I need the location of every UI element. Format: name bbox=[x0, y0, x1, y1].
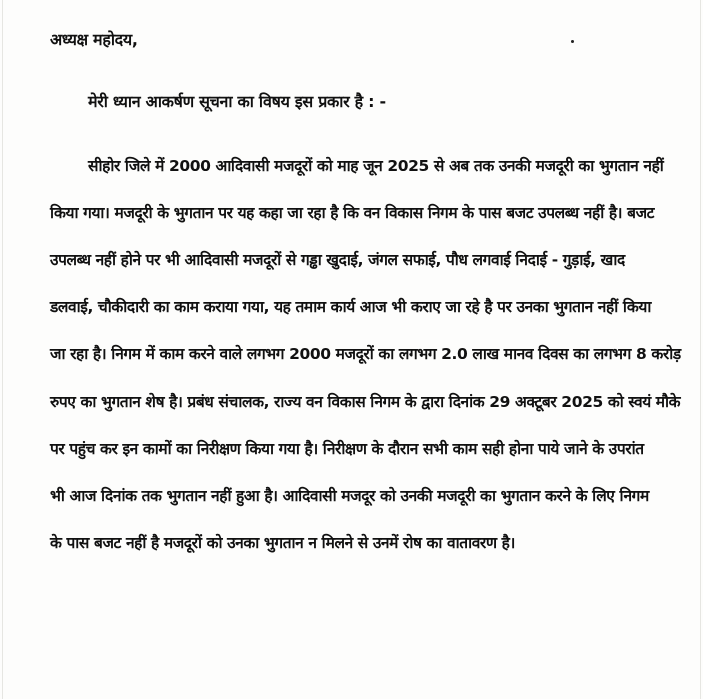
salutation: अध्यक्ष महोदय, bbox=[50, 30, 138, 49]
body-line-1: सीहोर जिले में 2000 आदिवासी मजदूरों को माह जून 2025 से अब तक उनकी मजदूरी का भुगतान नहीं bbox=[88, 157, 664, 175]
body-line-8: भी आज दिनांक तक भुगतान नहीं हुआ है। आदिवासी मजदूर को उनकी मजदूरी का भुगतान करने के लिए निगम bbox=[50, 487, 649, 505]
body-line-6: रुपए का भुगतान शेष है। प्रबंध संचालक, राज्य वन विकास निगम के द्वारा दिनांक 29 अक्टूबर 2025 को स्वयं मौके bbox=[50, 393, 681, 411]
body-line-9: के पास बजट नहीं है मजदूरों को उनका भुगतान न मिलने से उनमें रोष का वातावरण है। bbox=[50, 534, 515, 552]
body-line-5: जा रहा है। निगम में काम करने वाले लगभग 2000 मजदूरों का लगभग 2.0 लाख मानव दिवस का लगभग 8 करोड़ bbox=[50, 345, 681, 363]
scan-edge-right bbox=[700, 0, 701, 699]
scan-edge-left bbox=[2, 0, 3, 699]
body-line-4: डलवाई, चौकीदारी का काम कराया गया, यह तमाम कार्य आज भी कराए जा रहे है पर उनका भुगतान नहीं किया bbox=[50, 298, 651, 316]
body-line-3: उपलब्ध नहीं होने पर भी आदिवासी मजदूरों से गड्ढा खुदाई, जंगल सफाई, पौध लगवाई निदाई - गुड़ाई, खाद bbox=[50, 251, 625, 269]
subject-intro: मेरी ध्यान आकर्षण सूचना का विषय इस प्रकार है : - bbox=[88, 92, 386, 111]
body-line-7: पर पहुंच कर इन कामों का निरीक्षण किया गया है। निरीक्षण के दौरान सभी काम सही होना पाये जाने के उपरांत bbox=[50, 440, 644, 458]
scan-speck bbox=[571, 40, 574, 43]
body-line-2: किया गया। मजदूरी के भुगतान पर यह कहा जा रहा है कि वन विकास निगम के पास बजट उपलब्ध नहीं है। बजट bbox=[50, 204, 655, 222]
